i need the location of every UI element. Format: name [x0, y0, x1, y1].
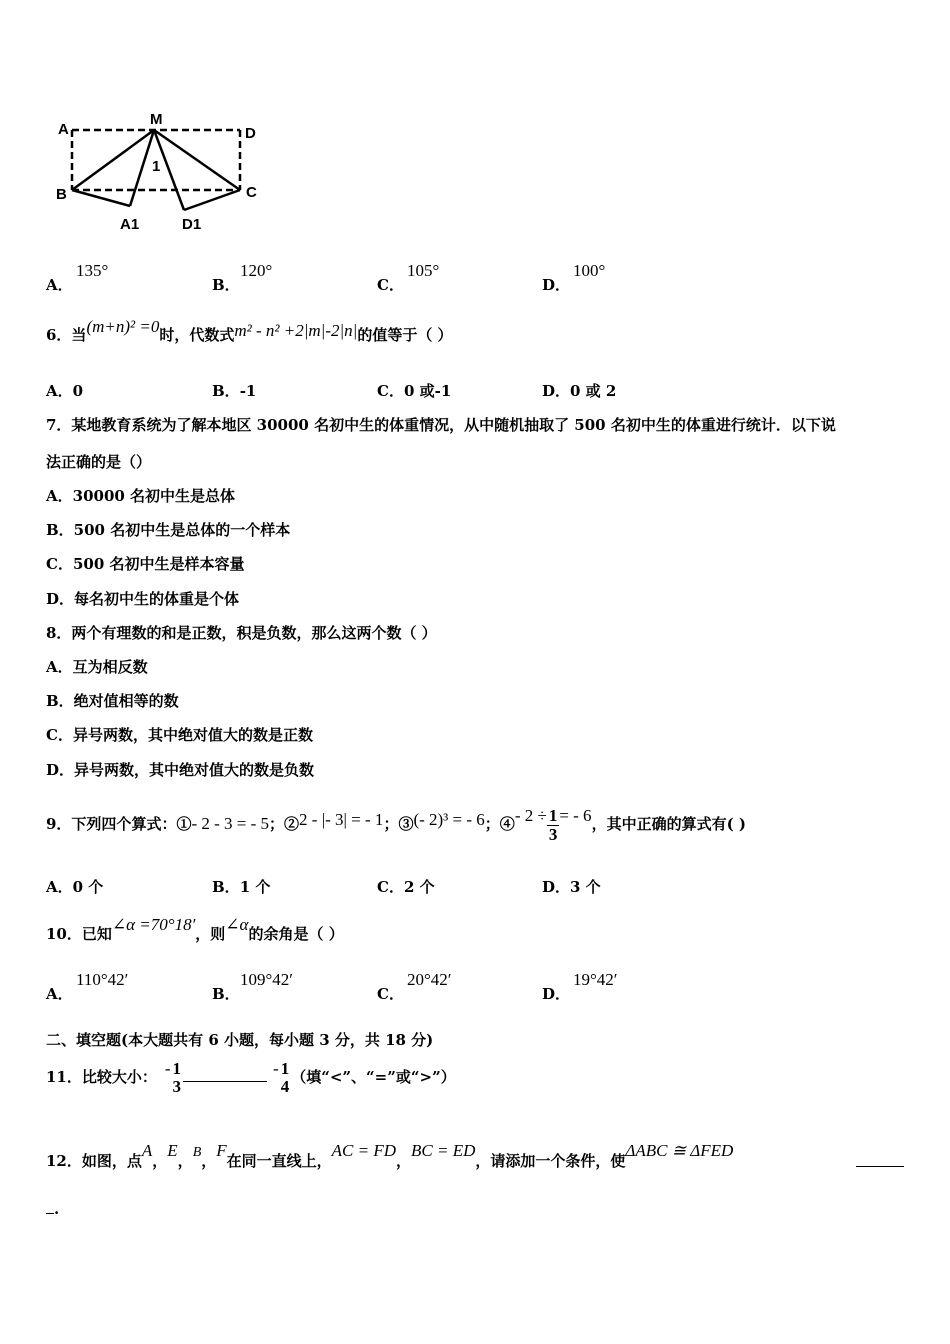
label-c: C: [246, 184, 257, 201]
label-d: D: [245, 125, 256, 142]
q6-option-c[interactable]: C．0 或-1: [377, 382, 452, 400]
q6-mid: 时，代数式: [159, 326, 235, 344]
line-ba1: [72, 190, 130, 206]
q8-option-a[interactable]: A．互为相反数: [46, 658, 148, 676]
q9-option-a[interactable]: A．0 个: [46, 878, 104, 896]
q11-fraction-2: 1 4: [280, 1059, 290, 1096]
q10-condition: ∠α =70°18′: [111, 915, 196, 934]
line-bm: [72, 130, 154, 190]
q7-option-c[interactable]: C．500 名初中生是样本容量: [46, 555, 245, 573]
q9-option-d[interactable]: D．3 个: [542, 878, 601, 896]
q5-option-a-value: 135°: [76, 261, 109, 280]
q7-option-a[interactable]: A．30000 名初中生是总体: [46, 487, 236, 505]
q10-option-a[interactable]: A．: [46, 985, 73, 1003]
line-mc: [154, 130, 240, 190]
q12-point-a: A: [141, 1141, 153, 1160]
q6-option-a[interactable]: A．0: [46, 382, 84, 400]
q12-answer-blank[interactable]: [856, 1152, 904, 1167]
q8-option-c[interactable]: C．异号两数，其中绝对值大的数是正数: [46, 726, 313, 744]
q11-stem: 11．比较大小： - 1 3 - 1 4 （填“<”、“=”或“>”）: [46, 1059, 456, 1096]
q10-option-d[interactable]: D．: [542, 985, 571, 1003]
q5-option-d-value: 100°: [573, 261, 606, 280]
label-b: B: [56, 186, 67, 203]
label-m: M: [150, 111, 163, 128]
q10-stem: 10．已知∠α =70°18′，则∠α的余角是（ ）: [46, 915, 344, 943]
q9-expr-1: - 2 - 3 = - 5: [191, 814, 270, 833]
q10-angle: ∠α: [225, 915, 249, 934]
q12-eq-1: AC = FD: [331, 1141, 397, 1160]
q7-stem-line2: 法正确的是（）: [46, 453, 152, 471]
q6-tail: 的值等于（ ）: [357, 326, 453, 344]
q8-stem: 8．两个有理数的和是正数，积是负数，那么这两个数（ ）: [46, 624, 437, 642]
q6-num: 6．当: [46, 326, 87, 344]
q5-option-c-value: 105°: [407, 261, 440, 280]
q9-fraction: $\frac{1}{3}$: [548, 805, 558, 844]
q9-expr-2: 2 - |- 3| = - 1: [299, 810, 384, 829]
q6-condition: (m+n)² =0: [86, 317, 160, 336]
q9-expr-3: (- 2)³ = - 6: [413, 810, 485, 829]
q9-expr-4a: - 2 ÷: [514, 806, 547, 825]
q5-option-d[interactable]: D．: [542, 276, 571, 294]
label-d1: D1: [182, 216, 202, 233]
q10-option-b[interactable]: B．: [212, 985, 240, 1003]
q5-option-a[interactable]: A．: [46, 276, 73, 294]
q9-stem: 9．下列四个算式：①- 2 - 3 = - 5；②2 - |- 3| = - 1；③(- 2)³ = - 6；④- 2 ÷ $\frac{1}{3}$ = - 6，其中正确的算式有( ): [46, 805, 746, 844]
q10-option-b-value: 109°42′: [240, 970, 294, 989]
q5-option-b-value: 120°: [240, 261, 273, 280]
q10-option-c[interactable]: C．: [377, 985, 404, 1003]
q10-option-d-value: 19°42′: [573, 970, 618, 989]
q7-option-b[interactable]: B．500 名初中生是总体的一个样本: [46, 521, 291, 539]
q5-option-b[interactable]: B．: [212, 276, 240, 294]
q9-option-b[interactable]: B．1 个: [212, 878, 271, 896]
q9-option-c[interactable]: C．2 个: [377, 878, 435, 896]
geometry-figure: [50, 108, 270, 234]
q12-end: .: [46, 1200, 59, 1218]
section-title: 二、填空题(本大题共有 6 小题，每小题 3 分，共 18 分): [46, 1031, 434, 1049]
label-a1: A1: [120, 216, 140, 233]
label-a: A: [58, 121, 69, 138]
q8-option-b[interactable]: B．绝对值相等的数: [46, 692, 179, 710]
q6-expression: m² - n² +2|m|-2|n|: [234, 321, 358, 340]
label-angle-1: 1: [152, 158, 161, 175]
q6-option-d[interactable]: D．0 或 2: [542, 382, 617, 400]
q12-eq-2: BC = ED: [411, 1141, 476, 1160]
q11-fraction-1: 1 3: [172, 1059, 182, 1096]
q11-answer-blank[interactable]: [183, 1081, 267, 1082]
q5-option-c[interactable]: C．: [377, 276, 404, 294]
q8-option-d[interactable]: D．异号两数，其中绝对值大的数是负数: [46, 761, 315, 779]
q9-expr-4b: = - 6: [559, 806, 592, 825]
q6-stem: [46, 317, 453, 345]
q7-option-d[interactable]: D．每名初中生的体重是个体: [46, 590, 240, 608]
q7-stem-line1: 7．某地教育系统为了解本地区 30000 名初中生的体重情况，从中随机抽取了 500 名初中生的体重进行统计．以下说: [46, 416, 836, 434]
q6-option-b[interactable]: B．-1: [212, 382, 257, 400]
q10-option-a-value: 110°42′: [76, 970, 129, 989]
q12-congruence: ΔABC ≅ ΔFED: [625, 1141, 734, 1160]
q12-point-b: B: [192, 1145, 202, 1160]
line-a1m: [130, 130, 154, 206]
q12-point-e: E: [167, 1141, 178, 1160]
q12-stem: 12．如图，点A，E，B，F在同一直线上，AC = FD，BC = ED，请添加一个条件，使ΔABC ≅ ΔFED: [46, 1141, 734, 1170]
q10-option-c-value: 20°42′: [407, 970, 452, 989]
q12-point-f: F: [216, 1141, 227, 1160]
line-d1c: [184, 190, 240, 210]
